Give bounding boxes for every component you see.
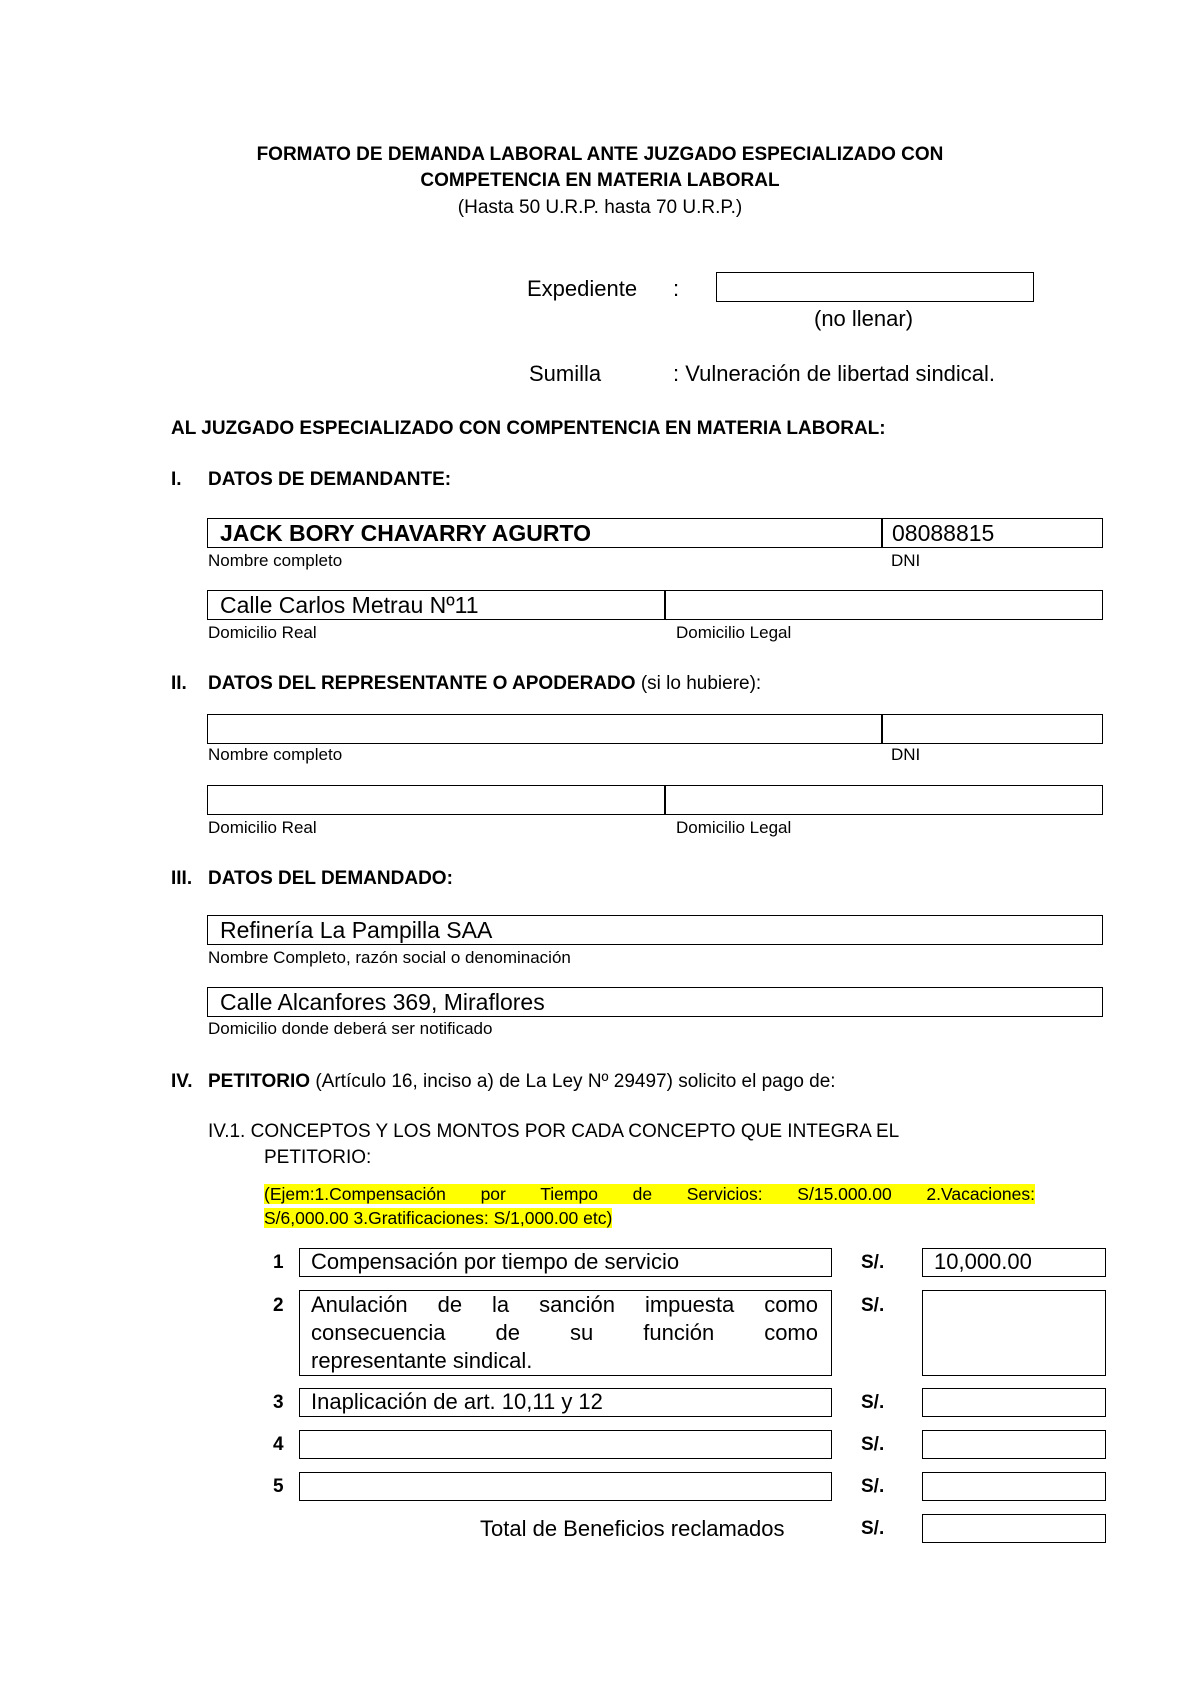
total-currency: S/. <box>861 1518 885 1539</box>
item-concept-line: Anulación de la sanción impuesta como <box>311 1292 818 1317</box>
demandante-domicilio-real-field[interactable] <box>207 590 666 620</box>
expediente-field[interactable] <box>716 272 1034 302</box>
representante-domicilio-real-label: Domicilio Real <box>208 818 317 837</box>
item-amount-field[interactable] <box>922 1290 1106 1376</box>
representante-domicilio-legal-field[interactable] <box>664 785 1103 815</box>
total-amount-field[interactable] <box>922 1514 1106 1543</box>
item-amount-field[interactable] <box>922 1248 1106 1277</box>
demandante-nombre-label: Nombre completo <box>208 551 343 570</box>
item-currency: S/. <box>861 1476 885 1497</box>
representante-nombre-field[interactable] <box>207 714 883 744</box>
demandante-nombre-value: JACK BORY CHAVARRY AGURTO <box>220 520 592 546</box>
item-amount-field[interactable] <box>922 1388 1106 1417</box>
example-highlight <box>264 1182 1035 1230</box>
item-concept-field[interactable] <box>299 1430 832 1459</box>
demandado-nombre-label: Nombre Completo, razón social o denominación <box>208 948 571 967</box>
item-concept-multiline <box>311 1291 818 1375</box>
section-iv1-line1: IV.1. CONCEPTOS Y LOS MONTOS POR CADA CONCEPTO QUE INTEGRA EL <box>208 1121 900 1142</box>
item-currency: S/. <box>861 1434 885 1455</box>
item-concept-value: Compensación por tiempo de servicio <box>311 1249 680 1274</box>
item-concept-field[interactable] <box>299 1248 832 1277</box>
item-concept-field[interactable] <box>299 1290 832 1376</box>
section-iii-title: DATOS DEL DEMANDADO: <box>208 868 453 889</box>
item-number: 4 <box>273 1434 284 1455</box>
item-concept-line: consecuencia de su función como <box>311 1320 818 1345</box>
section-ii-number: II. <box>171 673 187 694</box>
expediente-colon: : <box>673 276 680 301</box>
demandado-nombre-value: Refinería La Pampilla SAA <box>220 917 493 943</box>
item-concept-field[interactable] <box>299 1388 832 1417</box>
example-line1: (Ejem:1.Compensación por Tiempo de Servicios: S/15.000.00 2.Vacaciones: <box>264 1184 1035 1204</box>
document-subtitle: (Hasta 50 U.R.P. hasta 70 U.R.P.) <box>457 197 743 218</box>
item-number: 3 <box>273 1392 284 1413</box>
item-amount-value: 10,000.00 <box>934 1249 1032 1274</box>
demandado-domicilio-field[interactable] <box>207 987 1103 1017</box>
example-line2: S/6,000.00 3.Gratificaciones: S/1,000.00 etc) <box>264 1208 613 1228</box>
section-iv1-line2: PETITORIO: <box>264 1147 372 1168</box>
section-i-title: DATOS DE DEMANDANTE: <box>208 469 452 490</box>
representante-dni-field[interactable] <box>881 714 1103 744</box>
item-number: 1 <box>273 1252 284 1273</box>
demandante-dni-value: 08088815 <box>892 520 995 546</box>
document-title-line2: COMPETENCIA EN MATERIA LABORAL <box>420 170 780 191</box>
sumilla-label: Sumilla <box>529 361 602 386</box>
section-iv-number: IV. <box>171 1071 193 1092</box>
item-concept-line: representante sindical. <box>311 1348 533 1373</box>
item-currency: S/. <box>861 1295 885 1316</box>
section-iv-title: PETITORIO <box>208 1071 311 1092</box>
document-title-line1: FORMATO DE DEMANDA LABORAL ANTE JUZGADO ESPECIALIZADO CON <box>256 144 944 165</box>
total-label: Total de Beneficios reclamados <box>480 1516 785 1541</box>
demandante-nombre-field[interactable] <box>207 518 883 548</box>
item-amount-field[interactable] <box>922 1430 1106 1459</box>
section-ii-heading <box>208 673 761 695</box>
item-currency: S/. <box>861 1252 885 1273</box>
demandante-domicilio-real-label: Domicilio Real <box>208 623 317 642</box>
demandante-dni-label: DNI <box>891 551 921 570</box>
addressee: AL JUZGADO ESPECIALIZADO CON COMPENTENCIA EN MATERIA LABORAL: <box>171 418 886 439</box>
item-currency: S/. <box>861 1392 885 1413</box>
item-amount-field[interactable] <box>922 1472 1106 1501</box>
section-iv-heading <box>208 1071 836 1093</box>
representante-domicilio-legal-label: Domicilio Legal <box>676 818 792 837</box>
section-ii-title: DATOS DEL REPRESENTANTE O APODERADO <box>208 673 636 694</box>
item-number: 5 <box>273 1476 284 1497</box>
demandante-domicilio-legal-field[interactable] <box>664 590 1103 620</box>
sumilla-value: : Vulneración de libertad sindical. <box>673 361 996 386</box>
demandante-dni-field[interactable] <box>881 518 1103 548</box>
expediente-label: Expediente <box>527 276 638 301</box>
representante-nombre-label: Nombre completo <box>208 745 343 764</box>
representante-dni-label: DNI <box>891 745 921 764</box>
representante-domicilio-real-field[interactable] <box>207 785 666 815</box>
demandante-domicilio-legal-label: Domicilio Legal <box>676 623 792 642</box>
item-number: 2 <box>273 1295 284 1316</box>
demandante-domicilio-real-value: Calle Carlos Metrau Nº11 <box>220 592 479 618</box>
section-ii-title-note: (si lo hubiere): <box>635 673 762 694</box>
demandado-domicilio-value: Calle Alcanfores 369, Miraflores <box>220 989 545 1015</box>
item-concept-field[interactable] <box>299 1472 832 1501</box>
section-iv-title-rest: (Artículo 16, inciso a) de La Ley Nº 29497) solicito el pago de: <box>310 1071 836 1092</box>
demandado-domicilio-label: Domicilio donde deberá ser notificado <box>208 1019 493 1038</box>
section-i-number: I. <box>171 469 182 490</box>
demandado-nombre-field[interactable] <box>207 915 1103 945</box>
expediente-note: (no llenar) <box>814 306 914 331</box>
item-concept-value: Inaplicación de art. 10,11 y 12 <box>311 1389 603 1414</box>
section-iii-number: III. <box>171 868 193 889</box>
